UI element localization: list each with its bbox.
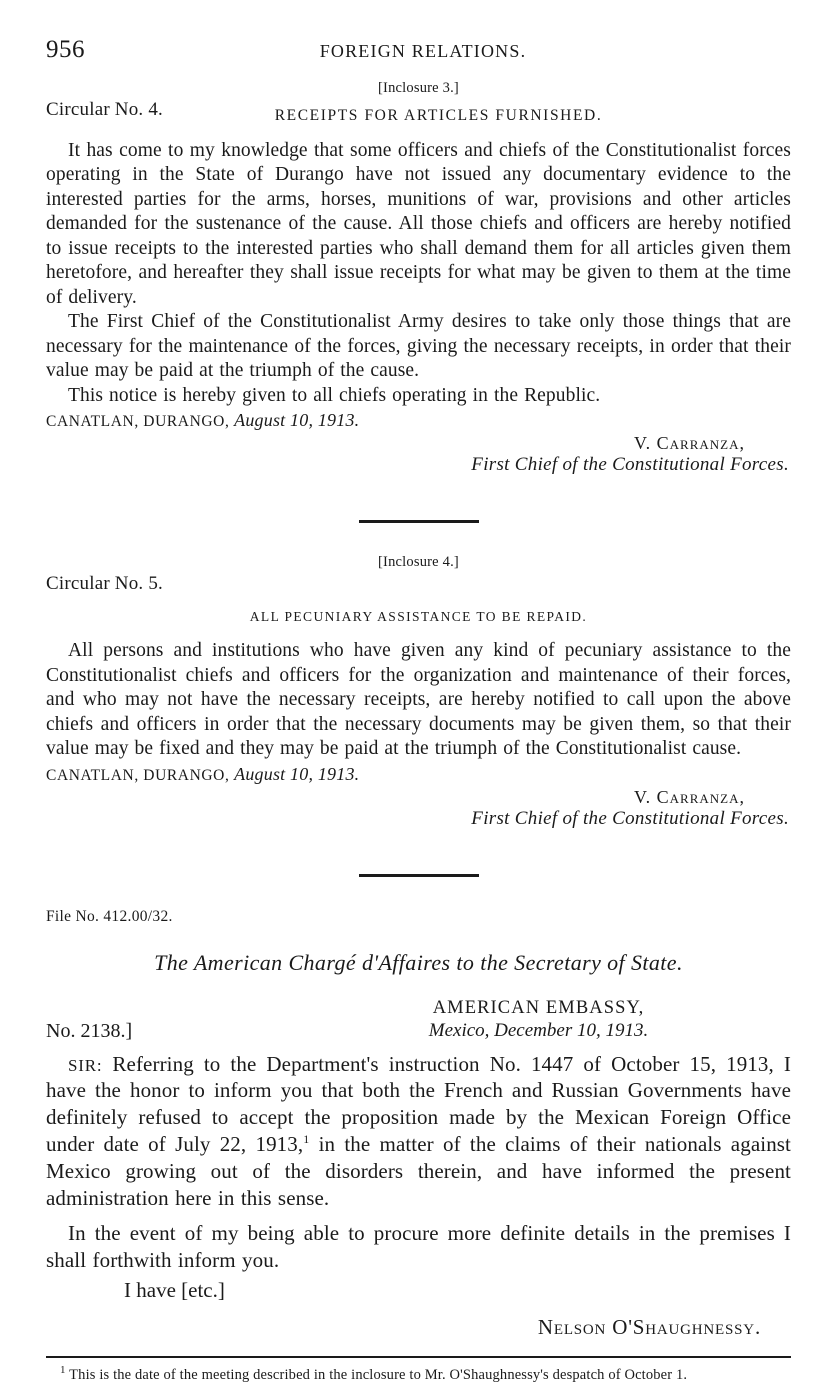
inclosure-3-dateline-date: August 10, 1913. [234, 410, 359, 430]
despatch-paragraph-1-text: Referring to the Department's instruction No. 1447 of October 15, 1913, I have the honor to inform you that both the French and Russian Governments have definitely refused to accept the proposition made by the Mexican Foreign Office under date of July 22, 1913, [46, 1052, 791, 1157]
inclosure-4-circular-number: Circular No. 5. [46, 573, 791, 595]
despatch-paragraph-2: In the event of my being able to procure more definite details in the premises I shall forthwith inform you. [46, 1220, 791, 1274]
section-divider-1 [46, 510, 791, 528]
despatch-signer: Nelson O'Shaughnessy. [46, 1315, 791, 1340]
despatch-salutation: SIR: [68, 1056, 102, 1075]
despatch-number: No. 2138.] [46, 998, 286, 1043]
inclosure-4-signature-title: First Chief of the Constitutional Forces. [46, 808, 791, 830]
footnote-divider [46, 1356, 791, 1358]
inclosure-4-paragraph-1: All persons and institutions who have given any kind of pecuniary assistance to the Constitutionalist chiefs and officers for the organization and maintenance of their forces, and who may not have the necessary receipts, are hereby notified to call upon the above chiefs and officers in order that the necessary documents may be given them, so that their value may be fixed and they may be paid at the triumph of the Constitutionalist cause. [46, 639, 791, 761]
footnote-text: This is the date of the meeting described in the inclosure to Mr. O'Shaughnessy's despatch of October 1. [66, 1366, 688, 1382]
file-number: File No. 412.00/32. [46, 908, 791, 926]
inclosure-4-dateline-date: August 10, 1913. [234, 764, 359, 784]
despatch-paragraph-1-continued: in the matter of the claims of their nationals against Mexico growing out of the disorders therein, and have informed the present administration here in this sense. [46, 1132, 791, 1210]
inclosure-3-dateline [46, 410, 791, 431]
despatch-embassy: AMERICAN EMBASSY, [286, 998, 791, 1019]
inclosure-3-paragraph-3: This notice is hereby given to all chiefs operating in the Republic. [46, 384, 791, 408]
inclosure-4-label: [Inclosure 4.] [46, 554, 791, 571]
inclosure-3-signature: V. Carranza, [46, 433, 791, 454]
inclosure-3-paragraph-2: The First Chief of the Constitutionalist Army desires to take only those things that are necessary for the maintenance of the forces, giving the necessary receipts, in order that their value may be paid at the triumph of the cause. [46, 310, 791, 383]
despatch-place-date: Mexico, December 10, 1913. [286, 1020, 791, 1042]
inclosure-4-subtitle: ALL PECUNIARY ASSISTANCE TO BE REPAID. [46, 609, 791, 625]
footnote [46, 1364, 791, 1383]
inclosure-4-dateline-place: CANATLAN, DURANGO, [46, 767, 229, 784]
inclosure-4-signature: V. Carranza, [46, 787, 791, 808]
inclosure-4-dateline [46, 764, 791, 785]
inclosure-3-signature-title: First Chief of the Constitutional Forces. [46, 454, 791, 476]
inclosure-3-circular-number: Circular No. 4. [46, 99, 791, 121]
page-number: 956 [46, 36, 85, 64]
inclosure-3-label: [Inclosure 3.] [46, 80, 791, 97]
despatch-paragraph-1 [46, 1051, 791, 1212]
footnote-reference: 1 [303, 1132, 309, 1146]
section-divider-2 [46, 864, 791, 882]
despatch-header [46, 998, 791, 1043]
divider-rule [359, 520, 479, 523]
despatch-origin [286, 998, 791, 1042]
running-head-title: FOREIGN RELATIONS. [55, 41, 791, 62]
inclosure-3-dateline-place: CANATLAN, DURANGO, [46, 413, 229, 430]
page-content [46, 36, 791, 1383]
despatch-closing: I have [etc.] [46, 1278, 791, 1303]
running-head [46, 36, 791, 70]
despatch-title: The American Chargé d'Affaires to the Secretary of State. [46, 950, 791, 976]
footnote-marker: 1 [60, 1364, 66, 1376]
divider-rule [359, 874, 479, 877]
inclosure-3-subtitle: RECEIPTS FOR ARTICLES FURNISHED. [86, 107, 791, 125]
inclosure-3-paragraph-1: It has come to my knowledge that some officers and chiefs of the Constitutionalist forces operating in the State of Durango have not issued any documentary evidence to the interested parties for the arms, horses, munitions of war, provisions and other articles demanded for the sustenance of the cause. All those chiefs and officers are hereby notified to issue receipts to the interested parties who shall demand them for all articles given them heretofore, and hereafter they shall issue receipts for what may be given to them at the time of delivery. [46, 139, 791, 310]
